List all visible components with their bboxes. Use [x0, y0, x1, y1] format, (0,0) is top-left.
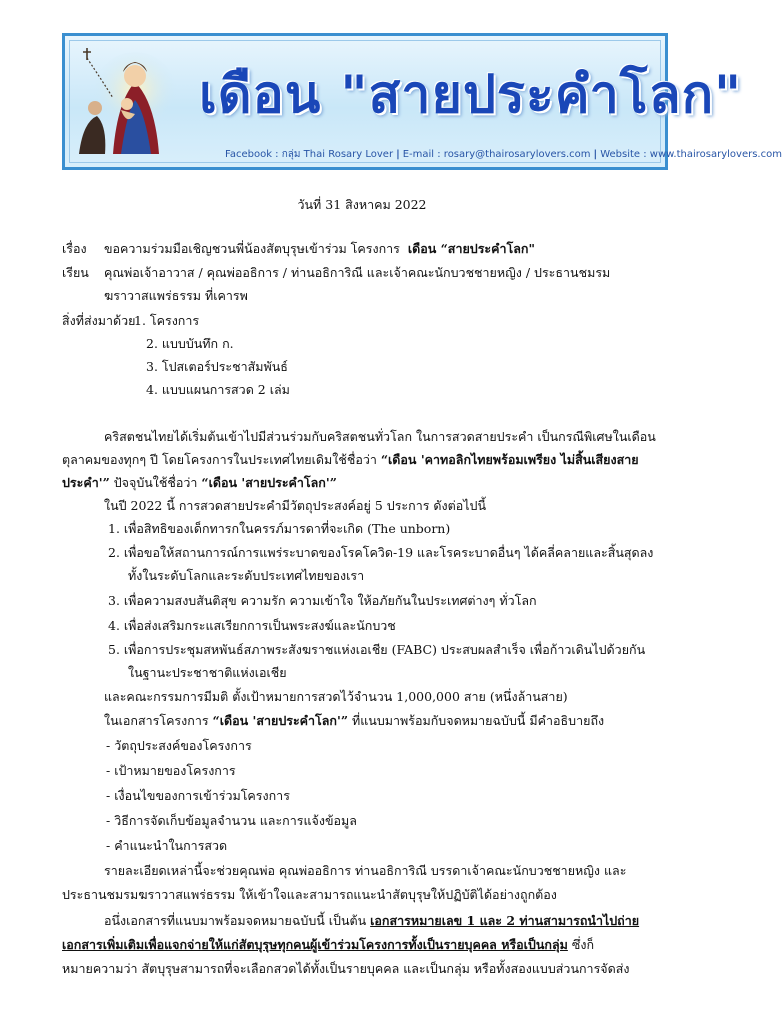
- enclosure-item: 3. โปสเตอร์ประชาสัมพันธ์: [146, 359, 288, 374]
- email-contact[interactable]: E-mail : rosary@thairosarylovers.com: [402, 149, 591, 160]
- enclosure-item: 2. แบบบันทึก ก.: [146, 336, 234, 351]
- facebook-contact[interactable]: Facebook : กลุ่ม Thai Rosary Lover: [225, 149, 394, 160]
- body-paragraph-3: และคณะกรรมการมีมติ ตั้งเป้าหมายการสวดไว้จำนวน 1,000,000 สาย (หนึ่งล้านสาย): [104, 689, 568, 704]
- website-contact[interactable]: Website : www.thairosarylovers.com: [600, 149, 782, 160]
- subject-label: เรื่อง: [62, 241, 87, 256]
- body-paragraph-5-line-1: รายละเอียดเหล่านี้จะช่วยคุณพ่อ คุณพ่ออธิการ ท่านอธิการิณี บรรดาเจ้าคณะนักบวชชายหญิง และ: [104, 863, 627, 878]
- paragraph-text: อนึ่งเอกสารที่แนบมาพร้อมจดหมายฉบับนี้ เป็นต้น: [104, 913, 371, 928]
- to-label: เรียน: [62, 265, 89, 280]
- paragraph-text: ที่แนบมาพร้อมกับจดหมายฉบับนี้ มีคำอธิบายถึง: [348, 713, 605, 728]
- document-contents-item: - คำแนะนำในการสวด: [106, 838, 228, 853]
- body-paragraph-6-line-1: [104, 912, 639, 930]
- objective-item: 4. เพื่อส่งเสริมกระแสเรียกการเป็นพระสงฆ์และนักบวช: [108, 618, 396, 633]
- body-paragraph-6-line-3: หมายความว่า สัตบุรุษสามารถที่จะเลือกสวดได้ทั้งเป็นรายบุคคล และเป็นกลุ่ม หรือทั้งสองแบบส่วนการจัดส่ง: [62, 961, 630, 976]
- letter-date: วันที่ 31 สิงหาคม 2022: [297, 197, 427, 212]
- madonna-rosary-emblem-icon: [73, 42, 191, 160]
- paragraph-text: ในเอกสารโครงการ: [104, 713, 213, 728]
- body-paragraph-6-line-2: [62, 936, 594, 954]
- to-line-1: คุณพ่อเจ้าอาวาส / คุณพ่ออธิการ / ท่านอธิการิณี และเจ้าคณะนักบวชชายหญิง / ประธานชมรม: [104, 265, 611, 280]
- old-project-name-end: ประคำ'”: [62, 475, 110, 490]
- body-paragraph-1-line-3: [62, 474, 337, 492]
- body-paragraph-1-line-1: คริสตชนไทยได้เริ่มต้นเข้าไปมีส่วนร่วมกับคริสตชนทั่วโลก ในการสวดสายประคำ เป็นกรณีพิเศษในเดือน: [104, 429, 656, 444]
- body-paragraph-5-line-2: ประธานชมรมฆราวาสแพร่ธรรม ให้เข้าใจและสามารถแนะนำสัตบุรุษให้ปฏิบัติได้อย่างถูกต้อง: [62, 887, 557, 902]
- objective-item: 5. เพื่อการประชุมสหพันธ์สภาพระสังฆราชแห่งเอเชีย (FABC) ประสบผลสำเร็จ เพื่อก้าวเดินไปด้วยกัน: [108, 642, 646, 657]
- current-project-name: “เดือน 'สายประคำโลก'”: [201, 475, 337, 490]
- objective-item: 1. เพื่อสิทธิของเด็กทารกในครรภ์มารดาที่จะเกิด (The unborn): [108, 521, 451, 536]
- to-line-2: ฆราวาสแพร่ธรรม ที่เคารพ: [104, 288, 248, 303]
- subject-project-title: เดือน “สายประคำโลก": [407, 241, 535, 256]
- enclosure-item: 1. โครงการ: [134, 313, 200, 328]
- paragraph-text: ซึ่งก็: [567, 937, 595, 952]
- document-contents-item: - เงื่อนไขของการเข้าร่วมโครงการ: [106, 788, 290, 803]
- objective-item-continued: ในฐานะประชาชาติแห่งเอเชีย: [128, 665, 287, 680]
- body-paragraph-2: ในปี 2022 นี้ การสวดสายประคำมีวัตถุประสงค์อยู่ 5 ประการ ดังต่อไปนี้: [104, 498, 487, 513]
- enclosure-item: 4. แบบแผนการสวด 2 เล่ม: [146, 382, 290, 397]
- body-paragraph-4: [104, 712, 604, 730]
- enclosures-label: สิ่งที่ส่งมาด้วย: [62, 313, 136, 328]
- objective-item: 2. เพื่อขอให้สถานการณ์การแพร่ระบาดของโรคโควิด-19 และโรคระบาดอื่นๆ ได้คลี่คลายและสิ้นสุดลง: [108, 545, 654, 560]
- objective-item: 3. เพื่อความสงบสันติสุข ความรัก ความเข้าใจ ให้อภัยกันในประเทศต่างๆ ทั่วโลก: [108, 593, 537, 608]
- banner-title: เดือน "สายประคำโลก": [199, 65, 743, 125]
- current-project-name: “เดือน 'สายประคำโลก'”: [212, 713, 349, 728]
- subject-line: [104, 240, 535, 258]
- body-paragraph-1-line-2: [62, 451, 639, 469]
- document-contents-item: - เป้าหมายของโครงการ: [106, 763, 236, 778]
- emphasized-instruction: เอกสารเพิ่มเติมเพื่อแจกจ่ายให้แก่สัตบุรุษทุกคนผู้เข้าร่วมโครงการทั้งเป็นรายบุคคล หรือเป็นกลุ่ม: [62, 937, 568, 952]
- banner-contact-line: [225, 147, 782, 162]
- paragraph-text: ปัจจุบันใช้ชื่อว่า: [109, 475, 202, 490]
- emphasized-instruction: เอกสารหมายเลข 1 และ 2 ท่านสามารถนำไปถ่าย: [370, 913, 640, 928]
- subject-text: ขอความร่วมมือเชิญชวนพี่น้องสัตบุรุษเข้าร่วม โครงการ: [104, 241, 400, 256]
- paragraph-text: ตุลาคมของทุกๆ ปี โดยโครงการในประเทศไทยเดิมใช้ชื่อว่า: [62, 452, 381, 467]
- old-project-name: “เดือน 'คาทอลิกไทยพร้อมเพรียง ไม่สิ้นเสียงสาย: [380, 452, 639, 467]
- contact-separator: |: [593, 149, 598, 160]
- document-contents-item: - วัตถุประสงค์ของโครงการ: [106, 738, 252, 753]
- contact-separator: |: [396, 149, 400, 160]
- document-contents-item: - วิธีการจัดเก็บข้อมูลจำนวน และการแจ้งข้อมูล: [106, 813, 357, 828]
- letterhead-banner: [62, 33, 782, 170]
- objective-item-continued: ทั้งในระดับโลกและระดับประเทศไทยของเรา: [128, 568, 365, 583]
